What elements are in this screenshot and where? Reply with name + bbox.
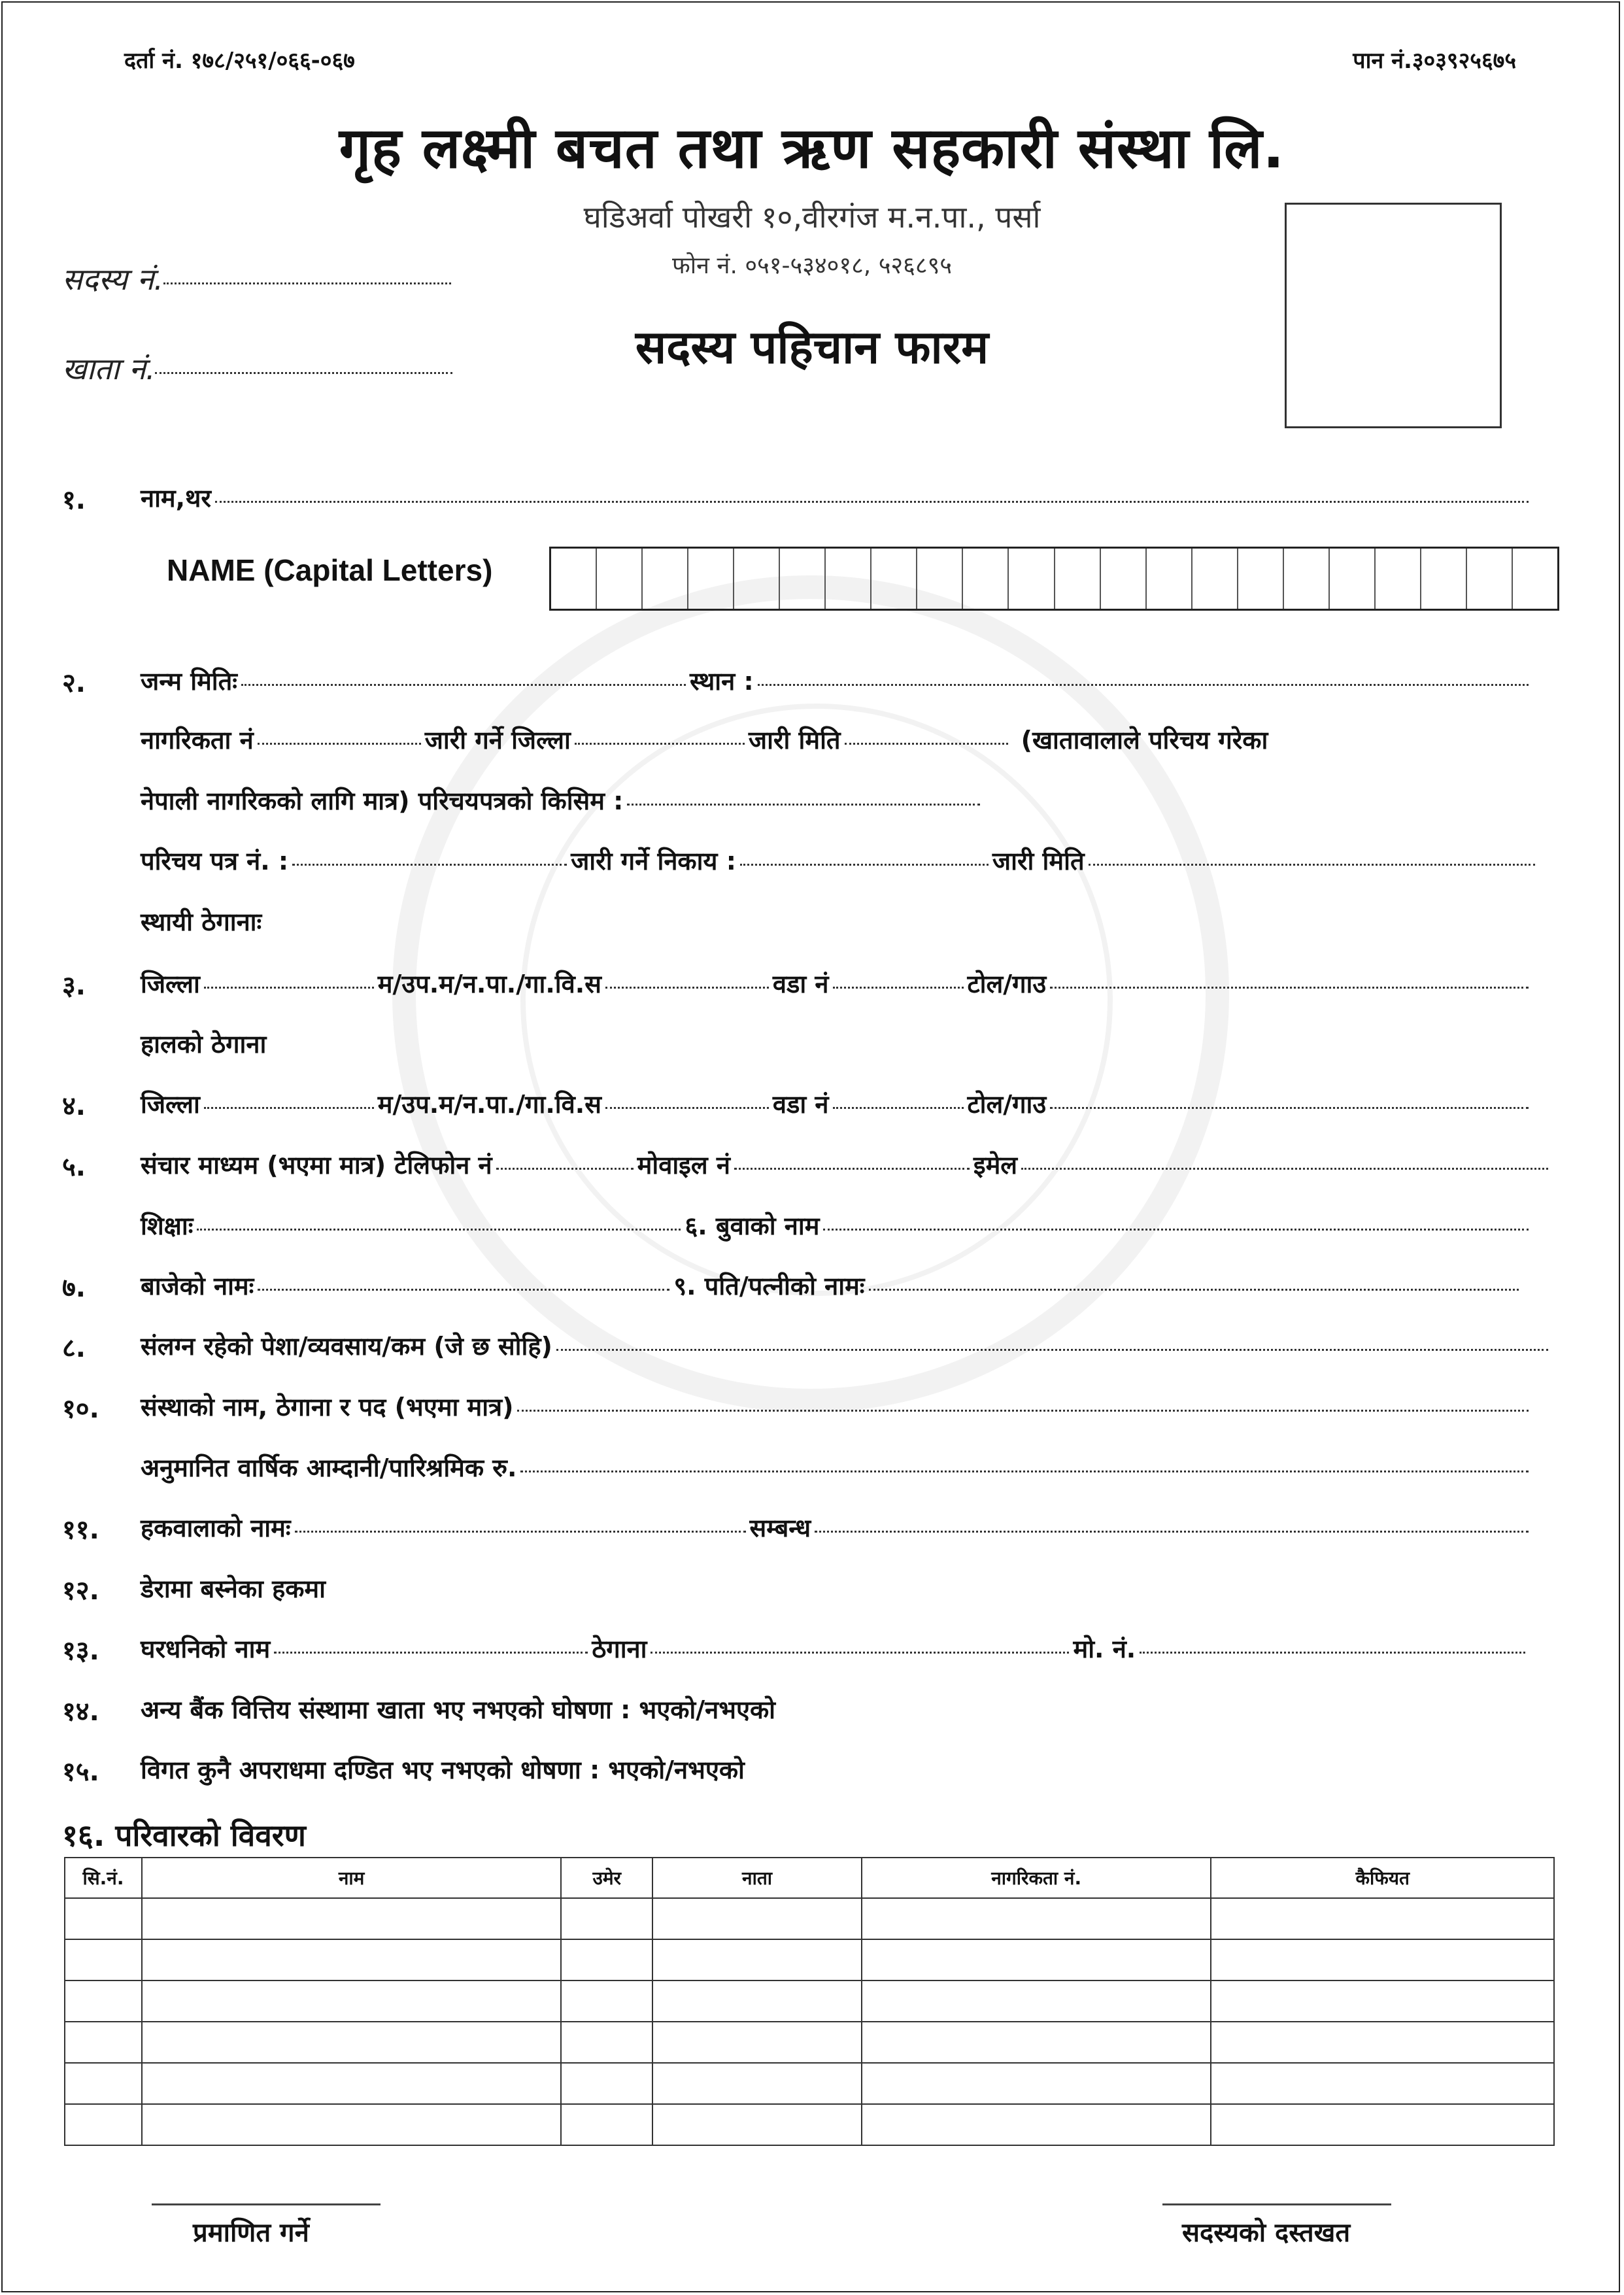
name-capital-boxes[interactable] xyxy=(549,547,1559,611)
landlord-row[interactable] xyxy=(141,1631,1529,1665)
permanent-address-label: स्थायी ठेगानाः xyxy=(141,908,262,936)
member-signature-label: सदस्यको दस्तखत xyxy=(1182,2218,1351,2248)
dotted-line xyxy=(575,743,745,745)
education-label: शिक्षाः xyxy=(141,1212,194,1240)
dotted-line xyxy=(758,684,1529,686)
dotted-line xyxy=(823,1229,1529,1231)
member-number-field[interactable] xyxy=(62,258,451,299)
dotted-line xyxy=(556,1349,1548,1351)
column-relation: नाता xyxy=(652,1858,862,1898)
permanent-address-heading xyxy=(141,904,1559,938)
item-number-10: १०. xyxy=(62,1394,99,1424)
item-number-2: २. xyxy=(62,668,86,698)
citizenship-row[interactable] xyxy=(141,722,1539,756)
id-number-label: परिचय पत्र नं. : xyxy=(141,847,289,876)
landlord-address-label: ठेगाना xyxy=(592,1635,647,1663)
nominee-row[interactable] xyxy=(141,1510,1532,1544)
dotted-line xyxy=(833,1107,964,1109)
income-row[interactable] xyxy=(141,1450,1532,1484)
family-table-row xyxy=(65,2104,1554,2145)
account-number-label: खाता नं. xyxy=(62,351,156,386)
family-table-cell[interactable] xyxy=(65,1898,142,1939)
item-number-7: ७. xyxy=(62,1273,86,1303)
family-table-cell[interactable] xyxy=(142,1898,561,1939)
family-table-cell[interactable] xyxy=(862,2104,1211,2145)
family-table-cell[interactable] xyxy=(1211,2063,1554,2104)
dotted-line xyxy=(845,743,1008,745)
dotted-line xyxy=(1050,987,1529,989)
id-card-row[interactable] xyxy=(141,843,1539,877)
family-table-cell[interactable] xyxy=(65,2022,142,2063)
dob-place-row[interactable] xyxy=(141,664,1532,698)
family-table-cell[interactable] xyxy=(652,2022,862,2063)
family-table-cell[interactable] xyxy=(142,2104,561,2145)
member-number-dots xyxy=(163,282,451,284)
family-table-cell[interactable] xyxy=(1211,2104,1554,2145)
family-table-row xyxy=(65,1939,1554,1980)
family-table-cell[interactable] xyxy=(142,1939,561,1980)
family-table-cell[interactable] xyxy=(65,1939,142,1980)
name-letter-box[interactable] xyxy=(1193,549,1238,609)
dotted-line xyxy=(496,1168,634,1170)
education-father-row[interactable] xyxy=(141,1208,1532,1242)
name-surname-label: नाम,थर xyxy=(141,484,211,513)
permanent-address-row[interactable] xyxy=(141,966,1532,1000)
occupation-label: संलग्न रहेको पेशा/व्यवसाय/कम (जे छ सोहि) xyxy=(141,1332,552,1361)
other-bank-declaration xyxy=(141,1692,1559,1726)
dotted-line xyxy=(520,1470,1529,1472)
dotted-line xyxy=(197,1229,681,1231)
family-table-cell[interactable] xyxy=(561,1898,652,1939)
dotted-line xyxy=(1140,1652,1525,1654)
column-serial: सि.नं. xyxy=(65,1858,142,1898)
telephone-label: संचार माध्यम (भएमा मात्र) टेलिफोन नं xyxy=(141,1151,492,1180)
dotted-line xyxy=(651,1652,1069,1654)
name-capital-label: NAME (Capital Letters) xyxy=(167,553,493,587)
dob-label: जन्म मितिः xyxy=(141,667,237,696)
dotted-line xyxy=(258,743,421,745)
family-table-cell[interactable] xyxy=(652,2104,862,2145)
family-table-cell[interactable] xyxy=(561,1939,652,1980)
dotted-line xyxy=(1021,1168,1548,1170)
name-letter-box[interactable] xyxy=(643,549,688,609)
name-letter-box[interactable] xyxy=(1376,549,1421,609)
email-label: इमेल xyxy=(973,1151,1018,1180)
dotted-line xyxy=(204,1107,374,1109)
tenant-label: डेरामा बस्नेका हकमा xyxy=(141,1574,326,1603)
citizenship-label: नागरिकता नं xyxy=(141,726,254,755)
name-letter-box[interactable] xyxy=(780,549,826,609)
dotted-line xyxy=(517,1410,1529,1412)
dotted-line xyxy=(241,684,686,686)
family-table-cell[interactable] xyxy=(142,2022,561,2063)
communication-row[interactable] xyxy=(141,1148,1552,1182)
district-label: जिल्ला xyxy=(141,970,200,998)
name-letter-box[interactable] xyxy=(1238,549,1284,609)
name-surname-field[interactable] xyxy=(141,481,1532,515)
family-table-cell[interactable] xyxy=(561,1980,652,2022)
id-issue-date-label: जारी मिति xyxy=(992,847,1085,876)
organization-label: संस्थाको नाम, ठेगाना र पद (भएमा मात्र) xyxy=(141,1393,514,1421)
family-table-row xyxy=(65,1980,1554,2022)
column-citizenship: नागरिकता नं. xyxy=(862,1858,1211,1898)
family-table-cell[interactable] xyxy=(561,2022,652,2063)
landlord-mobile-label: मो. नं. xyxy=(1073,1635,1136,1663)
grandfather-spouse-row[interactable] xyxy=(141,1268,1523,1302)
name-letter-box[interactable] xyxy=(1421,549,1467,609)
district-label: जिल्ला xyxy=(141,1090,200,1119)
current-address-label: हालको ठेगाना xyxy=(141,1030,267,1059)
family-details-table xyxy=(64,1857,1555,2146)
dotted-line xyxy=(605,987,769,989)
dotted-line xyxy=(1050,1107,1529,1109)
tenant-heading xyxy=(141,1571,1559,1605)
place-label: स्थान : xyxy=(689,667,754,696)
issue-date-label: जारी मिति xyxy=(748,726,841,755)
pan-number: पान नं.३०३९२५६७५ xyxy=(1353,48,1516,74)
family-table-row xyxy=(65,1898,1554,1939)
family-table-row xyxy=(65,2022,1554,2063)
item-number-3: ३. xyxy=(62,971,86,1001)
current-address-row[interactable] xyxy=(141,1087,1532,1121)
id-type-label: नेपाली नागरिकको लागि मात्र) परिचयपत्रको किसिम : xyxy=(141,787,624,815)
organization-address: घडिअर्वा पोखरी १०,वीरगंज म.न.पा., पर्सा xyxy=(583,199,1041,235)
dotted-line xyxy=(627,804,980,806)
item-number-11: ११. xyxy=(62,1515,99,1545)
dotted-line xyxy=(869,1289,1519,1291)
certifier-label: प्रमाणित गर्ने xyxy=(193,2218,309,2248)
family-table-cell[interactable] xyxy=(652,1939,862,1980)
dotted-line xyxy=(295,1531,746,1533)
family-table-cell[interactable] xyxy=(1211,2022,1554,2063)
tole-label: टोल/गाउ xyxy=(967,970,1047,998)
criminal-declaration-text: विगत कुनै अपराधमा दण्डित भए नभएको धोषणा : भएको/नभएको xyxy=(141,1756,745,1784)
name-letter-box[interactable] xyxy=(1513,549,1557,609)
member-number-label: सदस्य नं. xyxy=(62,262,163,297)
item-number-13: १३. xyxy=(62,1636,99,1666)
registration-number: दर्ता नं. १७८/२५१/०६६-०६७ xyxy=(124,48,355,74)
item-number-15: १५. xyxy=(62,1757,99,1787)
family-table-cell[interactable] xyxy=(862,1898,1211,1939)
family-table-cell[interactable] xyxy=(862,1980,1211,2022)
column-age: उमेर xyxy=(561,1858,652,1898)
dotted-line xyxy=(215,501,1529,503)
municipality-label: म/उप.म/न.पा./गा.वि.स xyxy=(377,1090,601,1119)
column-name: नाम xyxy=(142,1858,561,1898)
item-number-5: ५. xyxy=(62,1152,86,1182)
item-number-14: १४. xyxy=(62,1697,99,1727)
name-letter-box[interactable] xyxy=(963,549,1009,609)
family-table-cell[interactable] xyxy=(862,2022,1211,2063)
name-letter-box[interactable] xyxy=(1101,549,1147,609)
dotted-line xyxy=(815,1531,1529,1533)
family-table-cell[interactable] xyxy=(65,1980,142,2022)
name-letter-box[interactable] xyxy=(917,549,963,609)
name-letter-box[interactable] xyxy=(1009,549,1055,609)
introducer-note: (खातावालाले परिचय गरेका xyxy=(1021,726,1268,755)
current-address-heading xyxy=(141,1027,1559,1061)
issuing-body-label: जारी गर्ने निकाय : xyxy=(571,847,736,876)
family-table-cell[interactable] xyxy=(65,2063,142,2104)
name-letter-box[interactable] xyxy=(826,549,871,609)
form-title: सदस्य पहिचान फारम xyxy=(635,320,989,374)
family-table-cell[interactable] xyxy=(142,2063,561,2104)
item-number-4: ४. xyxy=(62,1091,86,1121)
family-table-cell[interactable] xyxy=(142,1980,561,2022)
account-number-dots xyxy=(155,372,452,374)
dotted-line xyxy=(274,1652,588,1654)
organization-row[interactable] xyxy=(141,1389,1532,1423)
nominee-label: हकवालाको नामः xyxy=(141,1514,291,1542)
family-table-cell[interactable] xyxy=(652,1898,862,1939)
dotted-line xyxy=(605,1107,769,1109)
dotted-line xyxy=(204,987,374,989)
family-table-cell[interactable] xyxy=(1211,1980,1554,2022)
family-table-cell[interactable] xyxy=(1211,1939,1554,1980)
spouse-name-label: ९. पति/पत्नीको नामः xyxy=(673,1272,865,1300)
dotted-line xyxy=(1089,864,1535,866)
family-table-cell[interactable] xyxy=(862,1939,1211,1980)
municipality-label: म/उप.म/न.पा./गा.वि.स xyxy=(377,970,601,998)
organization-phone: फोन नं. ०५१-५३४०१८, ५२६८९५ xyxy=(671,252,953,279)
dotted-line xyxy=(833,987,964,989)
name-letter-box[interactable] xyxy=(1147,549,1193,609)
name-letter-box[interactable] xyxy=(688,549,734,609)
father-name-label: ६. बुवाको नाम xyxy=(685,1212,820,1240)
ward-label: वडा नं xyxy=(772,970,829,998)
income-label: अनुमानित वार्षिक आम्दानी/पारिश्रमिक रु. xyxy=(141,1454,517,1482)
account-number-field[interactable] xyxy=(62,348,452,388)
occupation-row[interactable] xyxy=(141,1329,1552,1363)
name-letter-box[interactable] xyxy=(1055,549,1101,609)
family-table-cell[interactable] xyxy=(1211,1898,1554,1939)
organization-name: गृह लक्ष्मी बचत तथा ऋण सहकारी संस्था लि. xyxy=(339,116,1285,181)
dotted-line xyxy=(292,864,567,866)
family-details-title: १६. परिवारको विवरण xyxy=(62,1818,306,1853)
family-table-cell[interactable] xyxy=(652,2063,862,2104)
other-bank-declaration-text: अन्य बैंक वित्तिय संस्थामा खाता भए नभएको घोषणा : भएको/नभएको xyxy=(141,1695,775,1724)
criminal-declaration xyxy=(141,1752,1559,1786)
ward-label: वडा नं xyxy=(772,1090,829,1119)
name-letter-box[interactable] xyxy=(597,549,643,609)
name-letter-box[interactable] xyxy=(1284,549,1330,609)
dotted-line xyxy=(258,1289,669,1291)
name-letter-box[interactable] xyxy=(1330,549,1376,609)
mobile-label: मोवाइल नं xyxy=(637,1151,730,1180)
name-letter-box[interactable] xyxy=(1467,549,1513,609)
photo-box[interactable] xyxy=(1285,203,1502,428)
family-table-cell[interactable] xyxy=(65,2104,142,2145)
item-number-8: ८. xyxy=(62,1333,86,1363)
name-letter-box[interactable] xyxy=(734,549,780,609)
family-table-cell[interactable] xyxy=(652,1980,862,2022)
dotted-line xyxy=(740,864,989,866)
family-table-cell[interactable] xyxy=(561,2104,652,2145)
member-signature-line xyxy=(1162,2203,1391,2205)
family-table-header xyxy=(65,1858,1554,1898)
grandfather-name-label: बाजेको नामः xyxy=(141,1272,254,1300)
family-table-cell[interactable] xyxy=(862,2063,1211,2104)
family-table-row xyxy=(65,2063,1554,2104)
landlord-name-label: घरधनिको नाम xyxy=(141,1635,271,1663)
certifier-signature-line xyxy=(152,2203,381,2205)
relation-label: सम्बन्ध xyxy=(749,1514,811,1542)
name-letter-box[interactable] xyxy=(871,549,917,609)
name-letter-box[interactable] xyxy=(551,549,597,609)
dotted-line xyxy=(734,1168,970,1170)
item-number-1: १. xyxy=(62,485,86,515)
id-type-row[interactable] xyxy=(141,783,1559,817)
column-remarks: कैफियत xyxy=(1211,1858,1554,1898)
issue-district-label: जारी गर्ने जिल्ला xyxy=(424,726,571,755)
family-table-cell[interactable] xyxy=(561,2063,652,2104)
tole-label: टोल/गाउ xyxy=(967,1090,1047,1119)
item-number-12: १२. xyxy=(62,1576,99,1606)
